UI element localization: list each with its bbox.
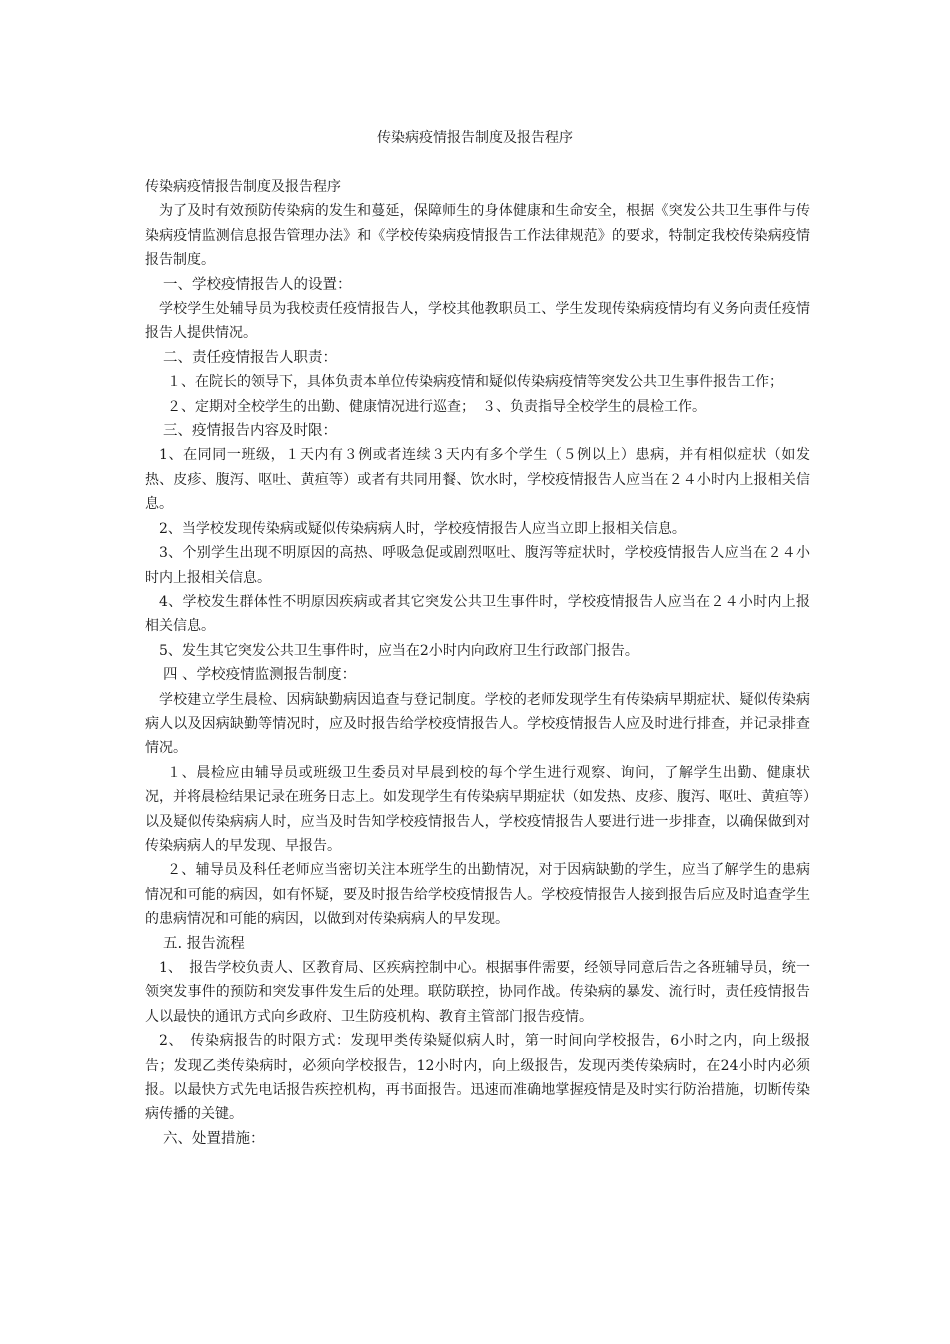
section-4-item-2: ２、辅导员及科任老师应当密切关注本班学生的出勤情况，对于因病缺勤的学生，应当了解学生的患病情况和可能的病因，如有怀疑，要及时报告给学校疫情报告人。学校疫情报告人接到报告后应及时追查学生的患病情况和可能的病因，以做到对传染病病人的早发现。 (145, 862, 810, 928)
section-5-heading: 五. 报告流程 (163, 935, 245, 952)
section-6-heading: 六、处置措施： (163, 1130, 265, 1147)
document-title: 传染病疫情报告制度及报告程序 (377, 130, 573, 146)
section-1-paragraph: 学校学生处辅导员为我校责任疫情报告人，学校其他教职员工、学生发现传染病疫情均有义务向责任疫情报告人提供情况。 (145, 301, 810, 342)
section-3-item-5: 5、发生其它突发公共卫生事件时，应当在2小时内向政府卫生行政部门报告。 (159, 642, 639, 659)
section-1-heading: 一、学校疫情报告人的设置： (163, 276, 352, 293)
section-2-heading: 二、责任疫情报告人职责： (163, 349, 337, 366)
section-2-item-1: １、在院长的领导下，具体负责本单位传染病疫情和疑似传染病疫情等突发公共卫生事件报告工作； (167, 374, 783, 391)
section-2-item-2-3: ２、定期对全校学生的出勤、健康情况进行巡查； ３、负责指导全校学生的晨检工作。 (167, 398, 706, 415)
section-5-item-2: 2、 传染病报告的时限方式：发现甲类传染疑似病人时，第一时间向学校报告，6小时之内，向上级报告；发现乙类传染病时，必须向学校报告，12小时内，向上级报告，发现丙类传染病时，在24小时内必须报。以最快方式先电话报告疾控机构，再书面报告。迅速而准确地掌握疫情是及时实行防治措施，切断传染病传播的关键。 (145, 1033, 810, 1123)
section-3-item-1: 1、在同同一班级，１天内有３例或者连续３天内有多个学生（５例以上）患病，并有相似症状（如发热、皮疹、腹泻、呕吐、黄疸等）或者有共同用餐、饮水时，学校疫情报告人应当在２４小时内上报相关信息。 (145, 447, 810, 513)
section-4-heading: 四 、学校疫情监测报告制度： (163, 667, 357, 684)
section-3-item-3: 3、个别学生出现不明原因的高热、呼吸急促或剧烈呕吐、腹泻等症状时，学校疫情报告人应当在２４小时内上报相关信息。 (145, 545, 810, 586)
section-3-heading: 三、疫情报告内容及时限： (163, 423, 337, 440)
intro-paragraph: 为了及时有效预防传染病的发生和蔓延，保障师生的身体健康和生命安全，根据《突发公共卫生事件与传染病疫情监测信息报告管理办法》和《学校传染病疫情报告工作法律规范》的要求，特制定我校传染病疫情报告制度。 (145, 203, 810, 269)
section-4-item-1: １、晨检应由辅导员或班级卫生委员对早晨到校的每个学生进行观察、询问，了解学生出勤、健康状况，并将晨检结果记录在班务日志上。如发现学生有传染病早期症状（如发热、皮疹、腹泻、呕吐、黄疸等）以及疑似传染病病人时，应当及时告知学校疫情报告人，学校疫情报告人要进行进一步排查，以确保做到对传染病病人的早发现、早报告。 (145, 764, 810, 854)
section-3-item-2: 2、当学校发现传染病或疑似传染病病人时，学校疫情报告人应当立即上报相关信息。 (159, 520, 686, 537)
section-4-paragraph: 学校建立学生晨检、因病缺勤病因追查与登记制度。学校的老师发现学生有传染病早期症状、疑似传染病病人以及因病缺勤等情况时，应及时报告给学校疫情报告人。学校疫情报告人应及时进行排查，并记录排查情况。 (145, 691, 810, 757)
section-5-item-1: 1、 报告学校负责人、区教育局、区疾病控制中心。根据事件需要，经领导同意后告之各班辅导员，统一领突发事件的预防和突发事件发生后的处理。联防联控，协同作战。传染病的暴发、流行时，责任疫情报告人以最快的通讯方式向乡政府、卫生防疫机构、教育主管部门报告疫情。 (145, 960, 810, 1025)
document-body (145, 175, 810, 1151)
body-heading: 传染病疫情报告制度及报告程序 (145, 179, 341, 195)
section-3-item-4: 4、学校发生群体性不明原因疾病或者其它突发公共卫生事件时，学校疫情报告人应当在２４小时内上报相关信息。 (145, 593, 810, 635)
